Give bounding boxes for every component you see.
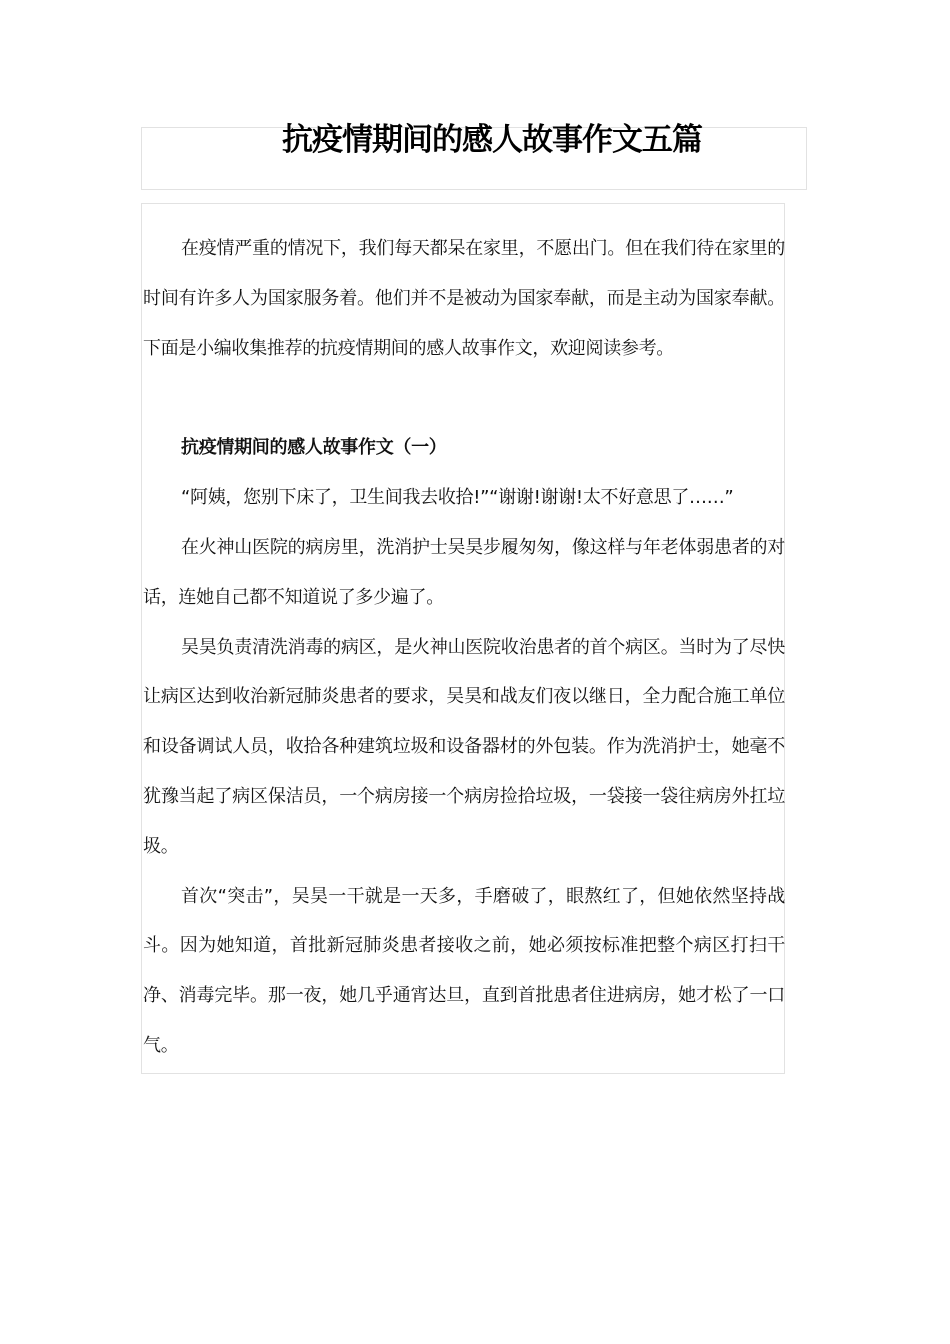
blank-line: [143, 373, 785, 423]
section-heading: 抗疫情期间的感人故事作文（一）: [181, 437, 447, 459]
paragraph-ward: 在火神山医院的病房里，洗消护士吴昊步履匆匆，像这样与年老体弱患者的对话，连她自己都不知道说了多少遍了。: [143, 536, 785, 608]
paragraph-first-assault: 首次“突击”，吴昊一干就是一天多，手磨破了，眼熬红了，但她依然坚持战斗。因为她知道，首批新冠肺炎患者接收之前，她必须按标准把整个病区打扫干净、消毒完毕。那一夜，她几乎通宵达旦，直到首批患者住进病房，她才松了一口气。: [143, 885, 785, 1056]
intro-paragraph: 在疫情严重的情况下，我们每天都呆在家里，不愿出门。但在我们待在家里的时间有许多人为国家服务着。他们并不是被动为国家奉献，而是主动为国家奉献。下面是小编收集推荐的抗疫情期间的感人故事作文，欢迎阅读参考。: [143, 238, 785, 359]
paragraph-dialogue: “阿姨，您别下床了，卫生间我去收拾!”“谢谢!谢谢!太不好意思了……”: [181, 487, 734, 509]
paragraph-cleaning: 吴昊负责清洗消毒的病区，是火神山医院收治患者的首个病区。当时为了尽快让病区达到收治新冠肺炎患者的要求，吴昊和战友们夜以继日，全力配合施工单位和设备调试人员，收拾各种建筑垃圾和设备器材的外包装。作为洗消护士，她毫不犹豫当起了病区保洁员，一个病房接一个病房捡拾垃圾，一袋接一袋往病房外扛垃圾。: [143, 636, 785, 857]
document-body: [143, 224, 785, 1071]
document-title: 抗疫情期间的感人故事作文五篇: [282, 122, 702, 158]
